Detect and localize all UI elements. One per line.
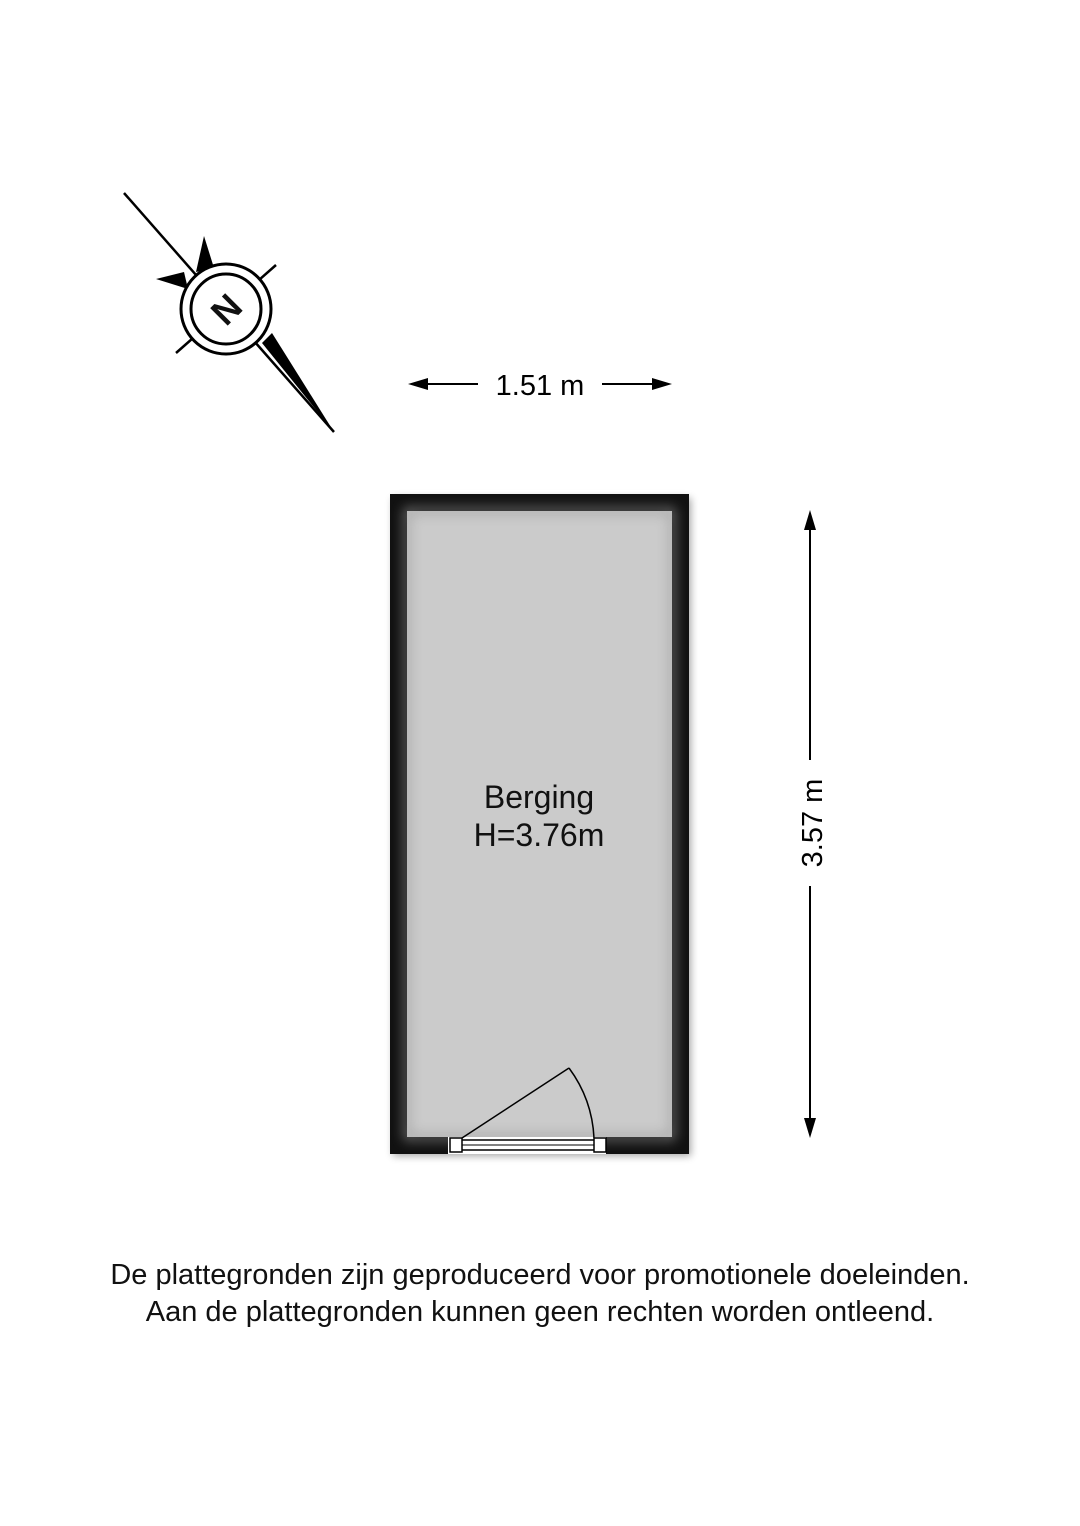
depth-dimension <box>797 510 829 1138</box>
disclaimer <box>0 1257 1080 1331</box>
width-dimension-label: 1.51 m <box>495 370 585 402</box>
disclaimer-line-1: De plattegronden zijn geproduceerd voor promotionele doeleinden. <box>110 1259 970 1291</box>
room-name: Berging <box>483 779 595 815</box>
north-arrow-icon <box>124 193 334 432</box>
width-dimension <box>408 370 672 402</box>
room-height: H=3.76m <box>473 817 605 853</box>
compass-letter: N <box>202 285 251 334</box>
room-berging <box>390 494 691 1156</box>
depth-dimension-label: 3.57 m <box>797 778 829 868</box>
disclaimer-line-2: Aan de plattegronden kunnen geen rechten worden ontleend. <box>145 1296 935 1328</box>
